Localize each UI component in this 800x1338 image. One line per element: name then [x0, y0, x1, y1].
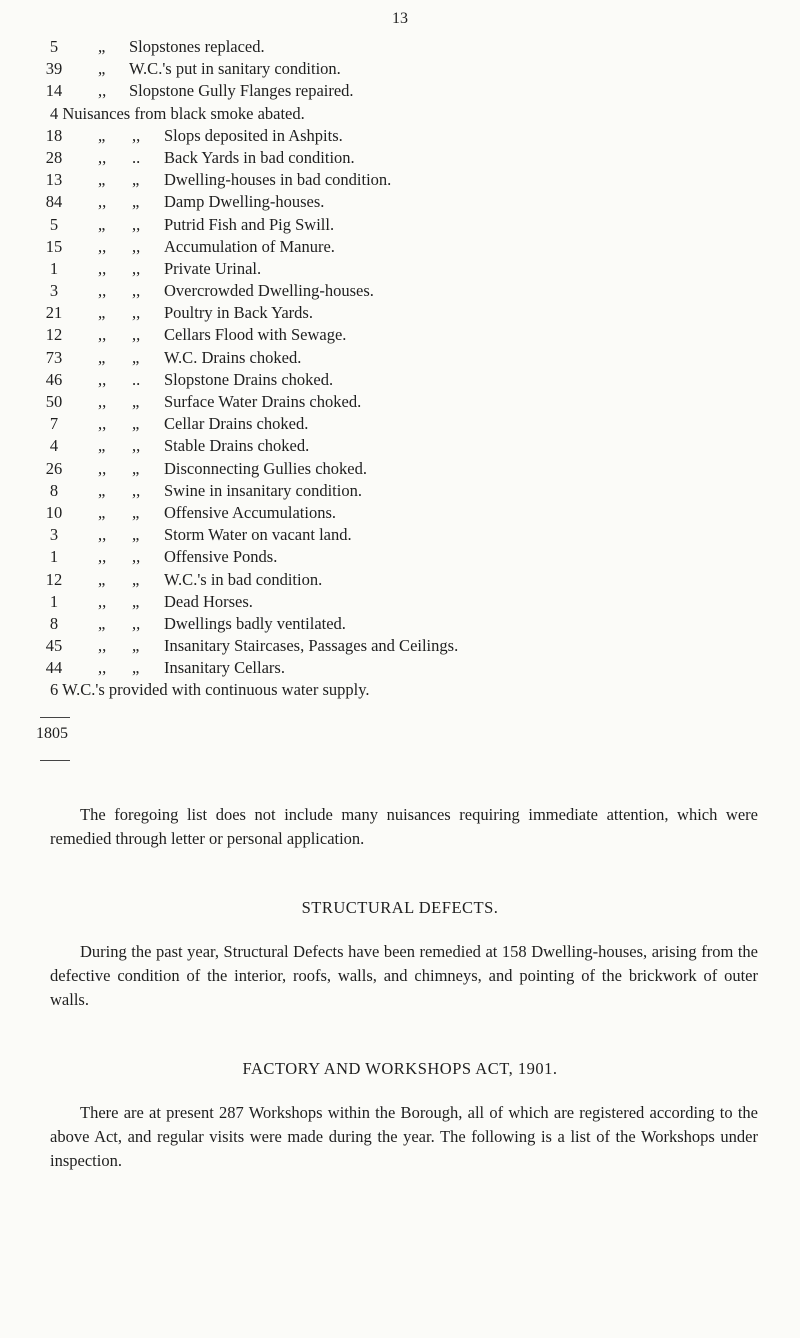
ditto-mark: ,,: [98, 147, 107, 167]
ditto-mark: ,,: [98, 81, 107, 101]
ditto-mark: ,,: [132, 436, 141, 456]
row-count: 39: [45, 59, 63, 79]
list-row: [0, 191, 800, 213]
list-row: [0, 369, 800, 391]
ditto-mark: ,,: [98, 392, 107, 411]
ditto-mark: ,,: [98, 258, 107, 278]
row-count: 50: [45, 392, 63, 411]
row-count: 12: [45, 569, 63, 589]
ditto-mark: „: [98, 502, 106, 522]
row-description: Damp Dwelling-houses.: [164, 192, 325, 212]
row-count: 15: [45, 236, 63, 256]
list-row: [0, 258, 800, 280]
row-count: 10: [45, 502, 63, 522]
list-row: [0, 80, 800, 102]
row-full-text: 4 Nuisances from black smoke abated.: [50, 103, 305, 123]
row-count: 1: [49, 591, 59, 611]
list-row: [0, 347, 800, 369]
row-count: 7: [49, 414, 59, 434]
row-count: 5: [49, 214, 59, 234]
list-row: [0, 324, 800, 346]
row-description: Swine in insanitary condition.: [164, 480, 362, 500]
list-row: [0, 679, 800, 701]
row-count: 8: [49, 613, 59, 633]
row-count: 28: [45, 147, 63, 167]
nuisance-list: [0, 36, 800, 702]
list-row: [0, 524, 800, 546]
total-count: 1805: [36, 725, 68, 742]
total-rule-top: [40, 717, 70, 718]
ditto-mark: „: [98, 214, 106, 234]
ditto-mark: „: [132, 525, 140, 545]
row-description: Poultry in Back Yards.: [164, 303, 313, 323]
row-description: Stable Drains choked.: [164, 436, 310, 456]
ditto-mark: ,,: [132, 613, 141, 633]
row-count: 3: [49, 281, 59, 301]
ditto-mark: ,,: [98, 236, 107, 256]
ditto-mark: ,,: [98, 525, 107, 545]
list-row: [0, 569, 800, 591]
list-row: [0, 280, 800, 302]
ditto-mark: ,,: [132, 547, 141, 567]
row-description: W.C.'s put in sanitary condition.: [129, 59, 341, 79]
ditto-mark: „: [132, 591, 140, 611]
ditto-mark: ,,: [98, 281, 107, 301]
ditto-mark: „: [132, 569, 140, 589]
ditto-mark: „: [132, 414, 140, 434]
ditto-mark: ,,: [98, 658, 107, 678]
ditto-mark: ,,: [98, 636, 107, 656]
ditto-mark: ,,: [132, 281, 141, 301]
list-row: [0, 458, 800, 480]
list-row: [0, 413, 800, 435]
ditto-mark: ,,: [98, 414, 107, 434]
ditto-mark: ,,: [98, 458, 107, 478]
ditto-mark: ,,: [132, 303, 141, 323]
row-count: 45: [45, 636, 63, 656]
ditto-mark: „: [98, 436, 106, 456]
list-row: [0, 635, 800, 657]
row-description: Accumulation of Manure.: [164, 236, 335, 256]
factory-act-heading: FACTORY AND WORKSHOPS ACT, 1901.: [242, 1059, 558, 1078]
row-description: Slopstone Gully Flanges repaired.: [129, 81, 354, 101]
list-row: [0, 36, 800, 58]
list-row: [0, 125, 800, 147]
row-description: Offensive Accumulations.: [164, 502, 336, 522]
row-count: 5: [49, 37, 59, 56]
factory-act-paragraph: There are at present 287 Workshops within the Borough, all of which are registered according to the above Act, and regular visits were made during the year. The following is a list of the Workshops under inspection.: [50, 1103, 758, 1170]
row-description: Back Yards in bad condition.: [164, 147, 355, 167]
row-description: Overcrowded Dwelling-houses.: [164, 281, 374, 301]
list-row: [0, 613, 800, 635]
list-row: [0, 657, 800, 679]
ditto-mark: ,,: [98, 325, 107, 345]
ditto-mark: „: [132, 192, 140, 212]
ditto-mark: „: [132, 347, 140, 367]
ditto-mark: ,,: [132, 236, 141, 256]
list-row: [0, 391, 800, 413]
row-description: Cellars Flood with Sewage.: [164, 325, 347, 345]
ditto-mark: ,,: [98, 192, 107, 212]
row-description: Insanitary Cellars.: [164, 658, 285, 678]
row-full-text: 6 W.C.'s provided with continuous water supply.: [50, 680, 370, 700]
list-row: [0, 236, 800, 258]
row-count: 8: [49, 480, 59, 500]
page-number: 13: [392, 10, 408, 27]
ditto-mark: ..: [132, 369, 141, 389]
list-row: [0, 302, 800, 324]
structural-defects-paragraph: During the past year, Structural Defects have been remedied at 158 Dwelling-houses, arising from the defective condition of the interior, roofs, walls, and chimneys, and pointing of the brickwork of outer walls.: [50, 942, 758, 1009]
ditto-mark: ,,: [132, 214, 141, 234]
ditto-mark: „: [98, 125, 106, 145]
ditto-mark: „: [132, 636, 140, 656]
row-count: 4: [49, 436, 59, 456]
ditto-mark: „: [98, 569, 106, 589]
list-row: [0, 502, 800, 524]
row-count: 3: [49, 525, 59, 545]
ditto-mark: ,,: [98, 547, 107, 567]
ditto-mark: ,,: [132, 325, 141, 345]
row-count: 1: [49, 258, 59, 278]
row-description: Insanitary Staircases, Passages and Ceilings.: [164, 636, 459, 656]
row-description: Disconnecting Gullies choked.: [164, 458, 367, 478]
row-description: Putrid Fish and Pig Swill.: [164, 214, 335, 234]
row-description: Slops deposited in Ashpits.: [164, 125, 343, 145]
row-description: Cellar Drains choked.: [164, 414, 309, 434]
list-row: [0, 58, 800, 80]
ditto-mark: „: [132, 502, 140, 522]
ditto-mark: „: [98, 37, 106, 56]
ditto-mark: „: [98, 59, 106, 79]
row-count: 12: [45, 325, 63, 345]
row-description: Offensive Ponds.: [164, 547, 278, 567]
ditto-mark: „: [98, 613, 106, 633]
ditto-mark: „: [98, 303, 106, 323]
row-description: W.C. Drains choked.: [164, 347, 302, 367]
list-row: [0, 591, 800, 613]
ditto-mark: ..: [132, 147, 141, 167]
structural-defects-heading: STRUCTURAL DEFECTS.: [301, 898, 499, 917]
list-row: [0, 103, 800, 125]
list-row: [0, 546, 800, 568]
ditto-mark: ,,: [132, 125, 141, 145]
ditto-mark: „: [98, 480, 106, 500]
ditto-mark: „: [132, 458, 140, 478]
row-count: 46: [45, 369, 63, 389]
row-description: Dead Horses.: [164, 591, 253, 611]
row-description: Dwelling-houses in bad condition.: [164, 170, 392, 190]
foregoing-paragraph: The foregoing list does not include many nuisances requiring immediate attention, which were remedied through letter or personal application.: [50, 805, 758, 848]
row-description: Slopstones replaced.: [129, 37, 265, 56]
list-row: [0, 480, 800, 502]
row-description: Slopstone Drains choked.: [164, 369, 334, 389]
ditto-mark: „: [132, 658, 140, 678]
list-row: [0, 435, 800, 457]
ditto-mark: ,,: [132, 480, 141, 500]
ditto-mark: „: [132, 392, 140, 411]
list-row: [0, 169, 800, 191]
row-description: W.C.'s in bad condition.: [164, 569, 323, 589]
row-count: 44: [45, 658, 63, 678]
row-count: 21: [45, 303, 63, 323]
ditto-mark: ,,: [132, 258, 141, 278]
row-count: 18: [45, 125, 63, 145]
row-description: Storm Water on vacant land.: [164, 525, 352, 545]
ditto-mark: „: [98, 347, 106, 367]
row-count: 73: [45, 347, 63, 367]
row-count: 14: [45, 81, 63, 101]
row-count: 84: [45, 192, 63, 212]
total-rule-bottom: [40, 760, 70, 761]
row-description: Surface Water Drains choked.: [164, 392, 362, 411]
ditto-mark: „: [132, 170, 140, 190]
ditto-mark: „: [98, 170, 106, 190]
row-count: 13: [45, 170, 63, 190]
ditto-mark: ,,: [98, 591, 107, 611]
list-row: [0, 147, 800, 169]
row-count: 1: [49, 547, 59, 567]
row-description: Dwellings badly ventilated.: [164, 613, 346, 633]
list-row: [0, 214, 800, 236]
ditto-mark: ,,: [98, 369, 107, 389]
row-description: Private Urinal.: [164, 258, 262, 278]
row-count: 26: [45, 458, 63, 478]
